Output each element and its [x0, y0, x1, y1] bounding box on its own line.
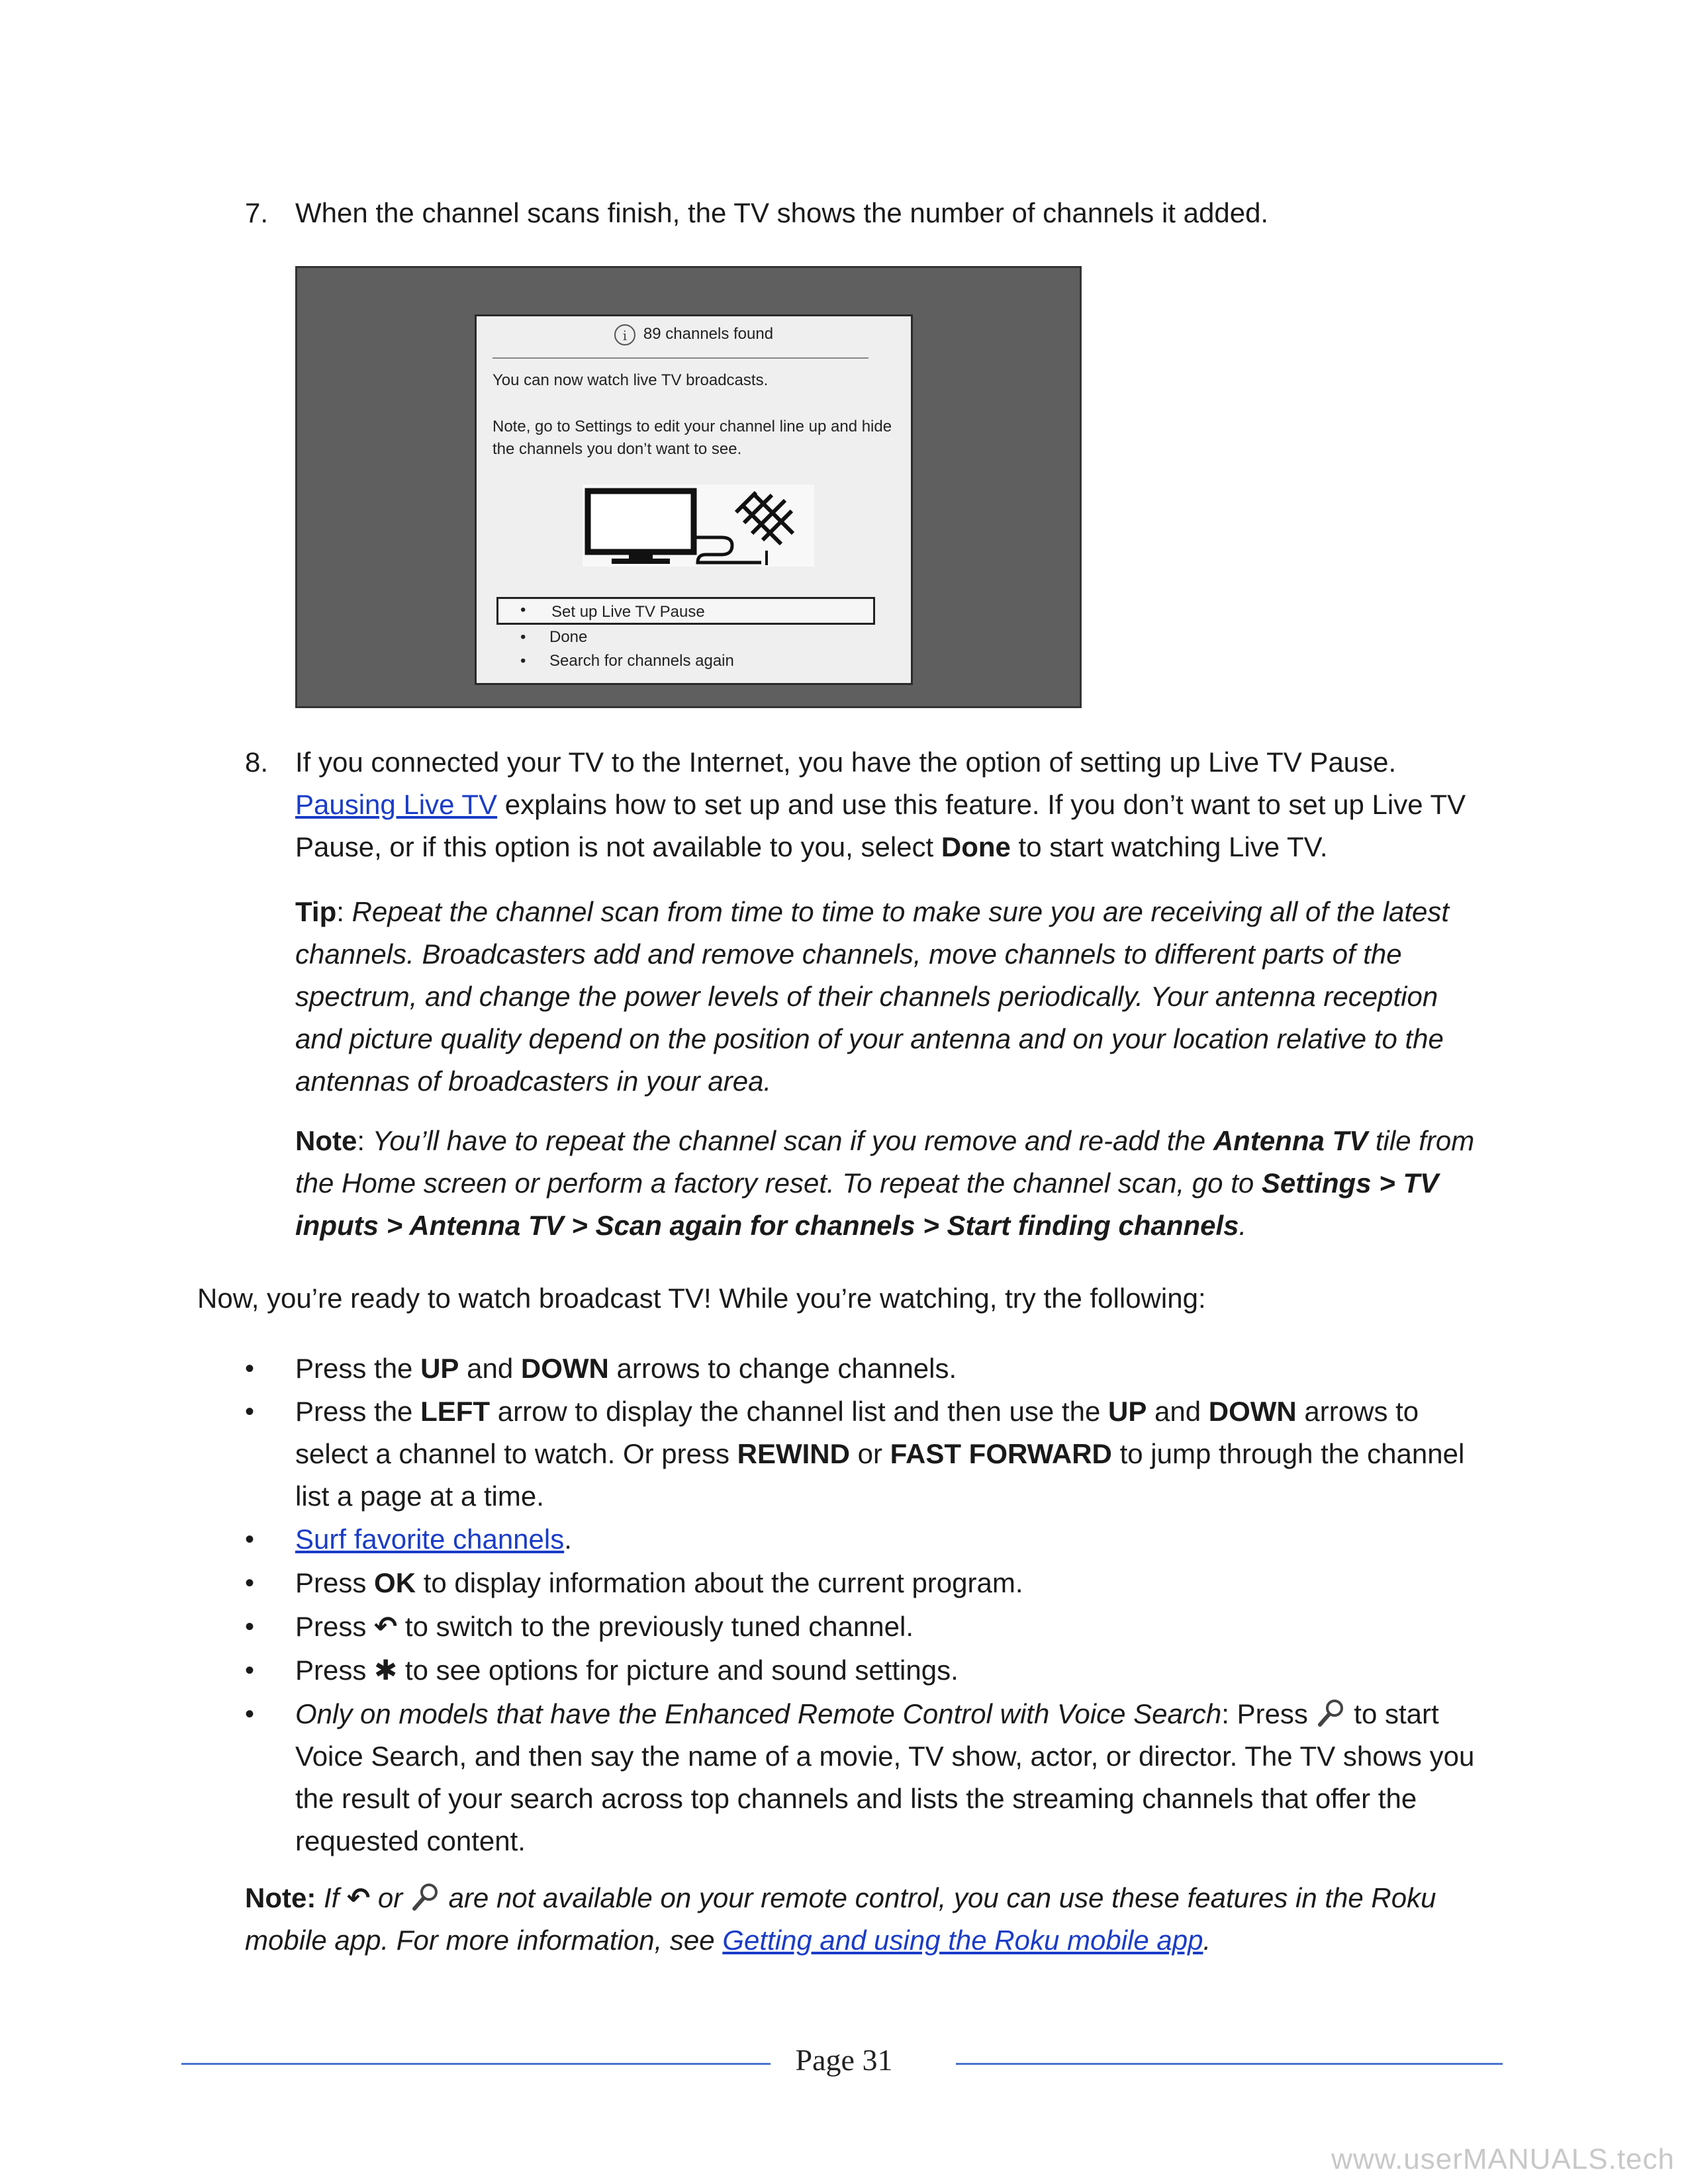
- dialog-options: [496, 597, 875, 674]
- key-down: DOWN: [520, 1353, 609, 1384]
- b2-t2: arrow to display the channel list and then use the: [490, 1396, 1108, 1427]
- b2-t3: and: [1147, 1396, 1209, 1427]
- b2-t1: Press the: [295, 1396, 421, 1427]
- key-fast-forward: FAST FORWARD: [890, 1438, 1112, 1469]
- search-icon: [1316, 1697, 1346, 1727]
- bullet-4: [295, 1562, 1476, 1604]
- note2-t2: or: [370, 1882, 410, 1913]
- surf-favorite-channels-link[interactable]: Surf favorite channels: [295, 1524, 565, 1555]
- note2-t3: are not available on your remote control, you can use these features in the Roku mobile app. For more information, see: [245, 1882, 1436, 1956]
- step-8-text-b: explains how to set up and use this feature. If you don’t want to set up Live TV Pause, or if this option is not available to you, select: [295, 789, 1466, 862]
- note-text-c: .: [1239, 1210, 1247, 1241]
- dialog-line-2: Note, go to Settings to edit your channel line up and hide the channels you don’t want to see.: [492, 418, 892, 458]
- tv-screen-figure: [295, 266, 1082, 708]
- key-up: UP: [1107, 1396, 1147, 1427]
- channels-found-dialog: [475, 314, 913, 685]
- note2-t1: If: [316, 1882, 348, 1913]
- option-done[interactable]: • Done: [496, 626, 875, 650]
- bullet-6: [295, 1649, 1476, 1692]
- note-paragraph: Note: You’ll have to repeat the channel scan if you remove and re-add the Antenna TV tile from the Home screen or perform a factory reset. To repeat the channel scan, go to Settings > TV inputs > Antenna TV > Scan again for channels > Start finding channels.: [295, 1125, 1475, 1241]
- b4-t2: to display information about the current program.: [416, 1567, 1023, 1598]
- bullet-dot: •: [245, 1656, 255, 1685]
- page-number: Page 31: [795, 2043, 893, 2077]
- bullet-dot: •: [245, 1569, 255, 1598]
- dialog-heading-text: 89 channels found: [643, 325, 774, 343]
- pausing-live-tv-link[interactable]: Pausing Live TV: [295, 789, 498, 820]
- note-bold-settings-path: Settings > TV inputs > Antenna TV > Scan again for channels > Start finding channels: [295, 1167, 1439, 1241]
- b5-t2: to switch to the previously tuned channel.: [397, 1611, 914, 1642]
- b1-t1: Press the: [295, 1353, 421, 1384]
- tv-antenna-icon: [583, 484, 814, 567]
- intro-text: Now, you’re ready to watch broadcast TV! While you’re watching, try the following:: [197, 1283, 1206, 1314]
- note-label: Note: [295, 1125, 357, 1156]
- done-bold: Done: [941, 831, 1011, 862]
- info-icon: i: [614, 324, 635, 345]
- tv-antenna-illustration: [583, 484, 814, 567]
- bullet-dot: •: [245, 1525, 255, 1554]
- dialog-heading: [477, 323, 911, 345]
- option-set-up-live-tv-pause[interactable]: • Set up Live TV Pause: [496, 597, 875, 625]
- bullet-dot: •: [245, 1354, 255, 1383]
- b7-t1: : Press: [1221, 1698, 1316, 1729]
- b2-t4: arrows to select a channel to watch. Or press: [295, 1396, 1419, 1469]
- b4-t1: Press: [295, 1567, 375, 1598]
- star-options-icon: ✱: [374, 1654, 398, 1686]
- key-rewind: REWIND: [737, 1438, 850, 1469]
- bullet-dot: •: [245, 1397, 255, 1426]
- instant-replay-icon: ↶: [347, 1882, 371, 1914]
- note-text-a: You’ll have to repeat the channel scan if you remove and re-add the: [372, 1125, 1213, 1156]
- roku-mobile-app-link[interactable]: Getting and using the Roku mobile app: [722, 1925, 1203, 1956]
- b1-t2: and: [459, 1353, 521, 1384]
- tip-paragraph: Tip: Repeat the channel scan from time to time to make sure you are receiving all of the latest channels. Broadcasters add and remove channels, move channels to different parts of the spectrum, and change the power levels of their channels periodically. Your antenna reception and picture quality depend on the position of your antenna and on your location relative to the antennas of broadcasters in your area.: [295, 896, 1450, 1097]
- b2-t6: to jump through the channel list a page at a time.: [295, 1438, 1465, 1512]
- dialog-divider: [492, 357, 868, 359]
- step-8-text-c: to start watching Live TV.: [1010, 831, 1328, 862]
- bullet-dot: •: [245, 1700, 255, 1729]
- step-8-text-a: If you connected your TV to the Internet, you have the option of setting up Live TV Pause.: [295, 747, 1397, 778]
- b1-t3: arrows to change channels.: [608, 1353, 957, 1384]
- note-2-paragraph: [245, 1877, 1476, 1962]
- bullet-1: [295, 1347, 1476, 1390]
- tip-label: Tip: [295, 896, 337, 927]
- bullet-2: [295, 1390, 1476, 1518]
- instant-replay-icon: ↶: [374, 1610, 398, 1643]
- note-text-b: tile from the Home screen or perform a factory reset. To repeat the channel scan, go to: [295, 1125, 1475, 1199]
- key-left: LEFT: [420, 1396, 491, 1427]
- b5-t1: Press: [295, 1611, 375, 1642]
- step-7-number: 7.: [245, 197, 269, 228]
- b6-t2: to see options for picture and sound settings.: [397, 1655, 959, 1686]
- bullet-dot: •: [245, 1612, 255, 1641]
- b6-t1: Press: [295, 1655, 375, 1686]
- step-8-text: [295, 741, 1476, 868]
- key-down: DOWN: [1208, 1396, 1297, 1427]
- key-ok: OK: [374, 1567, 416, 1598]
- tip-text: Repeat the channel scan from time to time to make sure you are receiving all of the latest channels. Broadcasters add and remove channels, move channels to different parts of the spectrum, and change the power levels of their channels periodically. Your antenna reception and picture quality depend on the position of your antenna and on your location relative to the antennas of broadcasters in your area.: [295, 896, 1450, 1097]
- option-search-again[interactable]: • Search for channels again: [496, 650, 875, 674]
- bullet-5: [295, 1606, 1476, 1648]
- b3-t1: .: [564, 1524, 572, 1555]
- note-2-label: Note:: [245, 1882, 316, 1913]
- bullet-7: [295, 1693, 1476, 1862]
- watermark: www.userMANUALS.tech: [1331, 2143, 1675, 2175]
- b7-t2: to start Voice Search, and then say the name of a movie, TV show, actor, or director. The TV shows you the result of your search across top channels and lists the streaming channels that offer the requested content.: [295, 1698, 1475, 1856]
- dialog-line-1: You can now watch live TV broadcasts.: [492, 371, 769, 389]
- bullet-3: [295, 1518, 1476, 1561]
- step-8-number: 8.: [245, 747, 269, 778]
- search-icon: [410, 1881, 441, 1911]
- key-up: UP: [420, 1353, 459, 1384]
- step-7-text: When the channel scans finish, the TV shows the number of channels it added.: [295, 197, 1269, 228]
- note2-t4: .: [1203, 1925, 1211, 1956]
- note-bold-antenna-tv: Antenna TV: [1213, 1125, 1368, 1156]
- b2-t5: or: [849, 1438, 890, 1469]
- b7-italic: Only on models that have the Enhanced Remote Control with Voice Search: [295, 1698, 1222, 1729]
